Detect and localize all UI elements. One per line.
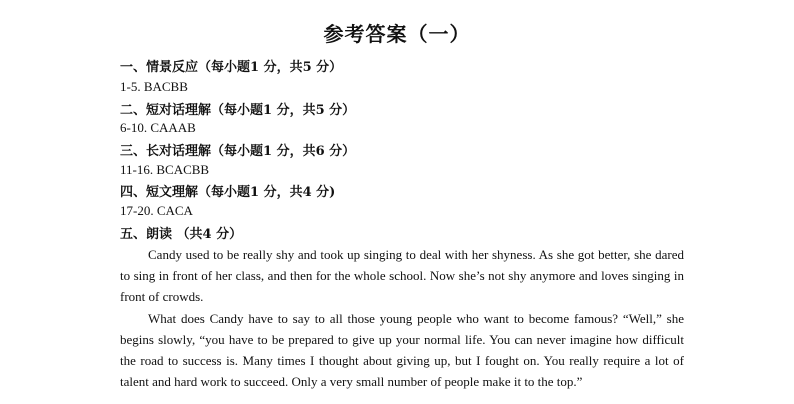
section-answer-4: 17-20. CACA bbox=[120, 203, 193, 218]
section-heading-4: 四、短文理解（每小题1 分，共4 分) bbox=[120, 185, 336, 200]
section-answer-1: 1-5. BACBB bbox=[120, 79, 188, 94]
section-heading-3: 三、长对话理解（每小题1 分，共6 分） bbox=[120, 144, 356, 159]
section-answer-3: 11-16. BCACBB bbox=[120, 162, 210, 177]
section-heading-1: 一、情景反应（每小题1 分，共5 分） bbox=[120, 60, 343, 75]
reading-paragraph-1: Candy used to be really shy and took up singing to deal with her shyness. As she got better, she dared to sing in front of her class, and then for the whole school. Now she’s not shy anymore and loves singing in front of crowds. bbox=[120, 247, 684, 304]
reading-paragraph-2: What does Candy have to say to all those young people who want to become famous? “Well,” she begins slowly, “you have to be prepared to give up your normal life. You can never imagine how difficult the road to success is. Many times I thought about giving up, but I fought on. You really require a lot of talent and hard work to succeed. Only a very small number of people make it to the top.” bbox=[120, 311, 684, 389]
section-heading-2: 二、短对话理解（每小题1 分，共5 分） bbox=[120, 103, 356, 118]
page-title: 参考答案（一） bbox=[323, 22, 471, 46]
reading-heading: 五、朗读 （共4 分） bbox=[120, 227, 243, 242]
section-answer-2: 6-10. CAAAB bbox=[120, 120, 196, 135]
